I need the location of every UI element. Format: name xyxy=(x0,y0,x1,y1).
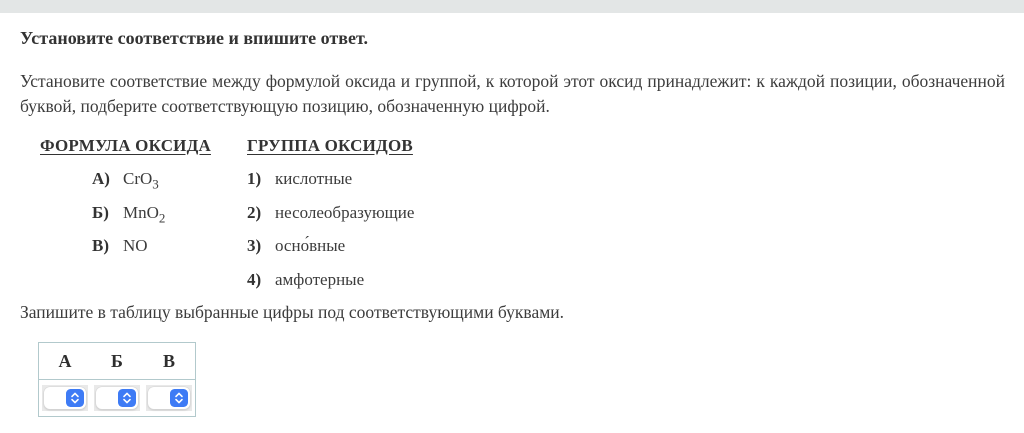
select-stepper-icon xyxy=(170,389,188,407)
answer-column-a: А xyxy=(58,350,72,371)
list-item xyxy=(247,203,647,224)
item-number-4: 4) xyxy=(247,269,262,289)
formula-subscript: 2 xyxy=(158,209,166,225)
task-text: Установите соответствие между формулой оксида и группой, к которой этот оксид принадлежит: к каждой позиции, обозначенной буквой, подберите соответствующую позицию, обозначенную цифрой. xyxy=(20,71,1005,116)
group-label-acidic: кислотные xyxy=(275,169,353,188)
formula-text: MnO xyxy=(123,202,159,222)
question-content xyxy=(0,28,1024,417)
list-item xyxy=(247,169,647,190)
list-item xyxy=(40,203,247,224)
formula-text: NO xyxy=(123,236,148,255)
select-stepper-icon xyxy=(66,389,84,407)
oxide-formula-column xyxy=(40,136,247,290)
item-number-1: 1) xyxy=(247,169,262,188)
answer-cell-b xyxy=(91,380,143,416)
answer-table xyxy=(38,342,196,417)
answer-column-b: Б xyxy=(111,350,123,371)
oxide-group-column xyxy=(247,136,647,290)
list-item xyxy=(40,169,247,190)
item-letter-v: В) xyxy=(92,236,109,255)
item-number-3: 3) xyxy=(247,236,262,255)
formula-cro3 xyxy=(123,169,159,192)
page-title: Установите соответствие и впишите ответ. xyxy=(20,28,368,48)
answer-column-v: В xyxy=(162,350,175,371)
answer-cell-a xyxy=(39,380,91,416)
oxide-group-header: ГРУППА ОКСИДОВ xyxy=(247,136,413,155)
item-number-2: 2) xyxy=(247,202,262,222)
list-item xyxy=(247,236,647,257)
write-instruction: Запишите в таблицу выбранные цифры под соответствующими буквами. xyxy=(20,302,565,322)
formula-no xyxy=(123,236,148,255)
top-bar xyxy=(0,0,1024,13)
formula-mno2 xyxy=(123,202,166,225)
list-item xyxy=(40,236,247,257)
formula-subscript: 3 xyxy=(152,176,159,192)
group-label-basic: осно́вные xyxy=(275,236,346,255)
formula-text: CrO xyxy=(123,169,153,188)
answer-table-select-row xyxy=(39,380,195,416)
answer-cell-v xyxy=(143,380,195,416)
matching-section xyxy=(40,136,1005,290)
answer-select-a[interactable] xyxy=(42,385,88,411)
answer-table-header-row xyxy=(39,343,195,380)
select-stepper-icon xyxy=(118,389,136,407)
group-label-nonsalt: несолеобразующие xyxy=(275,202,415,222)
answer-select-b[interactable] xyxy=(94,385,140,411)
answer-select-v[interactable] xyxy=(146,385,192,411)
list-item xyxy=(247,270,647,291)
oxide-formula-header: ФОРМУЛА ОКСИДА xyxy=(40,136,211,155)
item-letter-a: А) xyxy=(92,169,110,188)
item-letter-b: Б) xyxy=(92,202,109,222)
group-label-amphoteric: амфотерные xyxy=(275,269,365,289)
